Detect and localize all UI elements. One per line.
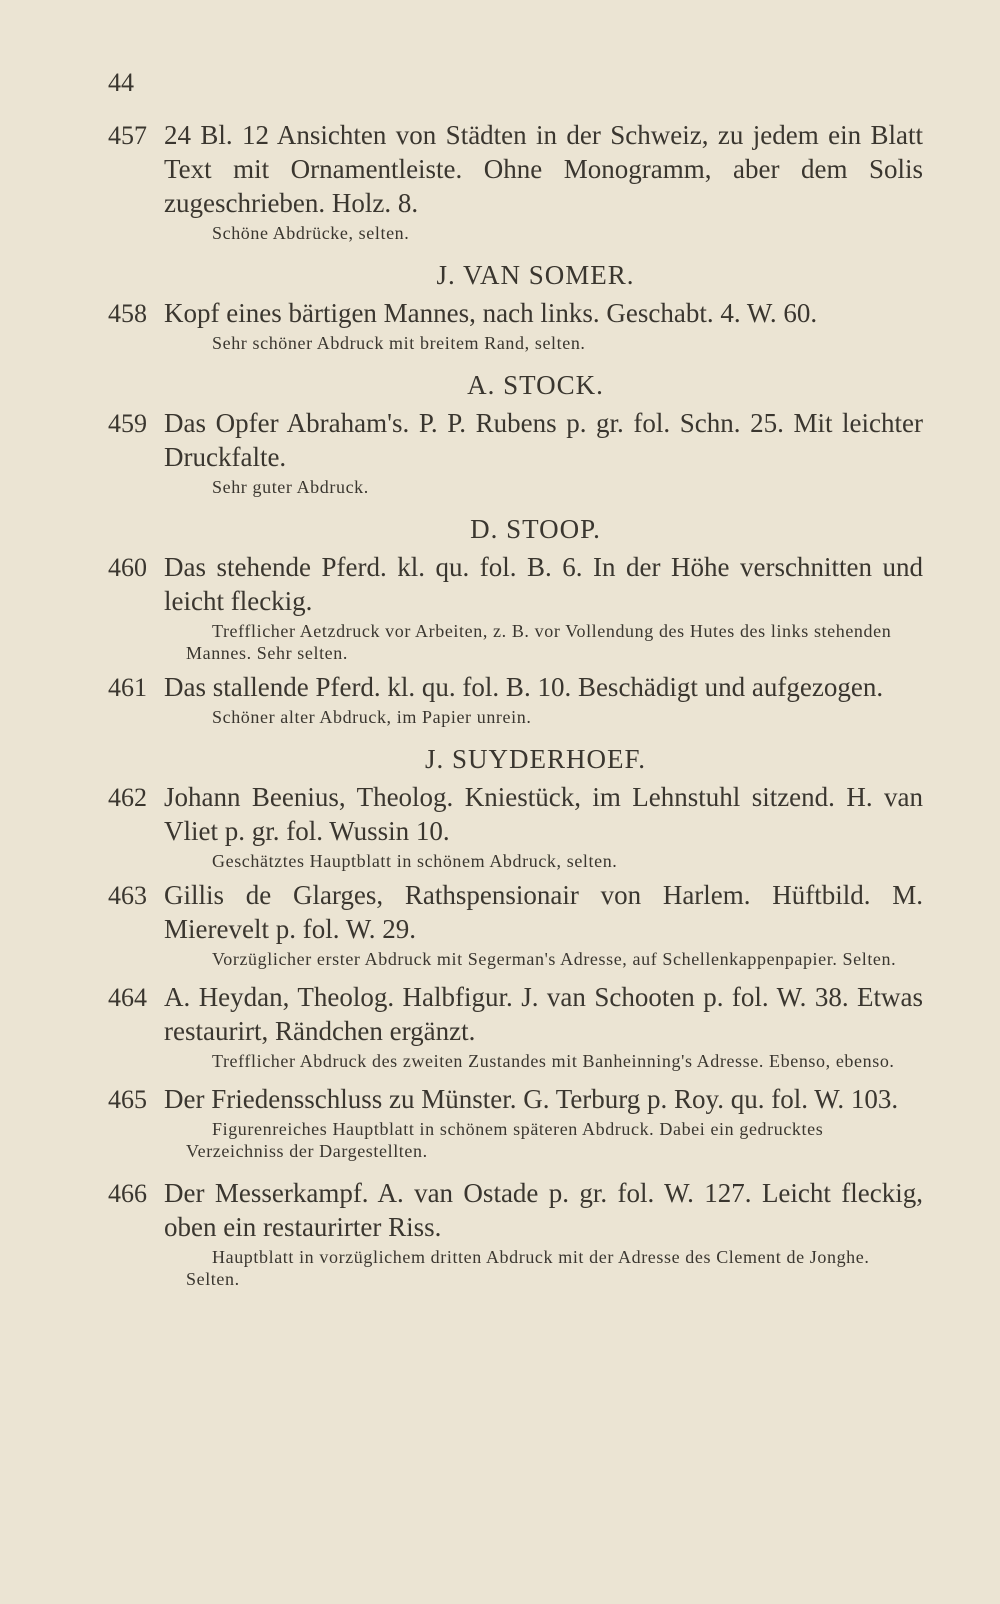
entry-description: Das stehende Pferd. kl. qu. fol. B. 6. In der Höhe verschnitten und leicht fleckig. xyxy=(164,552,923,616)
entry-description: Der Friedensschluss zu Münster. G. Terburg p. Roy. qu. fol. W. 103. xyxy=(164,1084,899,1114)
spacer xyxy=(108,970,923,980)
entry-description: Der Messerkampf. A. van Ostade p. gr. fol. W. 127. Leicht fleckig, oben ein restaurirter Riss. xyxy=(164,1178,923,1242)
entry-condition-note: Sehr guter Abdruck. xyxy=(212,477,369,497)
entry-condition-note: Sehr schöner Abdruck mit breitem Rand, selten. xyxy=(212,333,586,353)
artist-heading: J. VAN SOMER. xyxy=(436,260,635,290)
catalogue-entry-458 xyxy=(108,296,923,354)
spacer xyxy=(108,1162,923,1176)
entry-condition-note: Hauptblatt in vorzüglichem dritten Abdruck mit der Adresse des Clement de Jonghe. Selten. xyxy=(186,1247,870,1289)
artist-heading: J. SUYDERHOEF. xyxy=(424,744,647,774)
entry-description: Das Opfer Abraham's. P. P. Rubens p. gr. fol. Schn. 25. Mit leichter Druckfalte. xyxy=(164,408,923,472)
entry-condition-note: Schöner alter Abdruck, im Papier unrein. xyxy=(212,707,532,727)
catalogue-entry-464 xyxy=(108,980,923,1072)
catalogue-entry-463 xyxy=(108,878,923,970)
entry-condition-note: Vorzüglicher erster Abdruck mit Segerman's Adresse, auf Schellenkappenpapier. Selten. xyxy=(212,949,897,969)
spacer xyxy=(108,1072,923,1082)
entry-condition-note: Trefflicher Aetzdruck vor Arbeiten, z. B. vor Vollendung des Hutes des links stehenden Mannes. Sehr selten. xyxy=(186,621,892,663)
catalogue-entry-460 xyxy=(108,550,923,664)
catalogue-entry-461 xyxy=(108,670,923,728)
entry-condition-note: Trefflicher Abdruck des zweiten Zustandes mit Banheinning's Adresse. Ebenso, ebenso. xyxy=(212,1051,895,1071)
entry-number: 458 xyxy=(108,299,147,328)
page-number: 44 xyxy=(108,68,134,97)
entry-description: Kopf eines bärtigen Mannes, nach links. Geschabt. 4. W. 60. xyxy=(164,298,818,328)
catalogue-entry-462 xyxy=(108,780,923,872)
entry-number: 464 xyxy=(108,983,147,1012)
entry-number: 459 xyxy=(108,409,147,438)
entry-description: A. Heydan, Theolog. Halbfigur. J. van Schooten p. fol. W. 38. Etwas restaurirt, Rändchen ergänzt. xyxy=(164,982,923,1046)
entry-number: 461 xyxy=(108,673,147,702)
entry-description: Johann Beenius, Theolog. Kniestück, im Lehnstuhl sitzend. H. van Vliet p. gr. fol. Wussin 10. xyxy=(164,782,923,846)
entry-description: Das stallende Pferd. kl. qu. fol. B. 10. Beschädigt und aufgezogen. xyxy=(164,672,884,702)
entry-number: 463 xyxy=(108,881,147,910)
entry-number: 465 xyxy=(108,1085,147,1114)
entry-condition-note: Figurenreiches Hauptblatt in schönem späteren Abdruck. Dabei ein gedrucktes Verzeichniss der Dargestellten. xyxy=(186,1119,824,1161)
entry-description: Gillis de Glarges, Rathspensionair von Harlem. Hüftbild. M. Mierevelt p. fol. W. 29. xyxy=(164,880,923,944)
entry-number: 462 xyxy=(108,783,147,812)
entry-condition-note: Geschätztes Hauptblatt in schönem Abdruck, selten. xyxy=(212,851,618,871)
entry-number: 460 xyxy=(108,553,147,582)
entry-number: 457 xyxy=(108,121,147,150)
entry-description: 24 Bl. 12 Ansichten von Städten in der Schweiz, zu jedem ein Blatt Text mit Ornamentleiste. Ohne Monogramm, aber dem Solis zugeschrieben. Holz. 8. xyxy=(164,120,923,218)
catalogue-entry-457 xyxy=(108,118,923,244)
entry-list xyxy=(108,118,923,1290)
artist-heading: A. STOCK. xyxy=(467,370,604,400)
artist-heading: D. STOOP. xyxy=(470,514,601,544)
catalogue-entry-466 xyxy=(108,1176,923,1290)
catalogue-entry-465 xyxy=(108,1082,923,1162)
entry-condition-note: Schöne Abdrücke, selten. xyxy=(212,223,410,243)
entry-number: 466 xyxy=(108,1179,147,1208)
catalogue-entry-459 xyxy=(108,406,923,498)
